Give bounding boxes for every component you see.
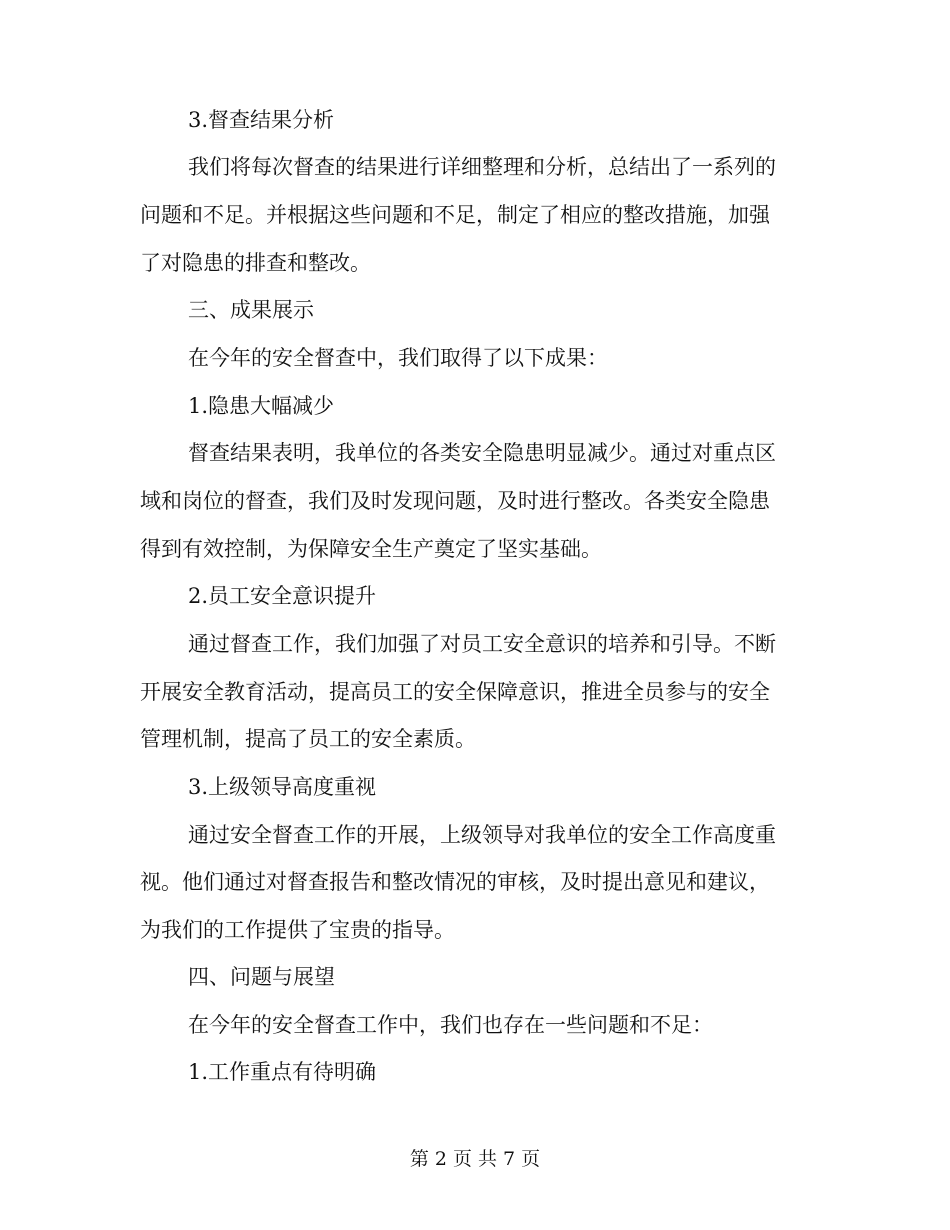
paragraph-line: 为我们的工作提供了宝贵的指导。	[140, 918, 455, 942]
subheading-hazards-reduced: 1.隐患大幅减少	[188, 394, 335, 418]
page-number-footer: 第 2 页 共 7 页	[409, 1148, 541, 1170]
section-heading-issues-outlook: 四、问题与展望	[188, 965, 335, 989]
paragraph-line: 督查结果表明，我单位的各类安全隐患明显减少。通过对重点区	[188, 441, 776, 465]
paragraph-line: 在今年的安全督查工作中，我们也存在一些问题和不足：	[188, 1013, 713, 1037]
subheading-work-focus: 1.工作重点有待明确	[188, 1060, 377, 1084]
section-heading-results: 三、成果展示	[188, 298, 314, 322]
paragraph-line: 视。他们通过对督查报告和整改情况的审核，及时提出意见和建议，	[140, 870, 770, 894]
paragraph-line: 通过安全督查工作的开展，上级领导对我单位的安全工作高度重	[188, 823, 776, 847]
paragraph-line: 管理机制，提高了员工的安全素质。	[140, 727, 476, 751]
paragraph-line: 我们将每次督查的结果进行详细整理和分析，总结出了一系列的	[188, 155, 776, 179]
paragraph-line: 得到有效控制，为保障安全生产奠定了坚实基础。	[140, 537, 602, 561]
paragraph-line: 域和岗位的督查，我们及时发现问题，及时进行整改。各类安全隐患	[140, 489, 770, 513]
paragraph-line: 在今年的安全督查中，我们取得了以下成果：	[188, 346, 608, 370]
paragraph-line: 通过督查工作，我们加强了对员工安全意识的培养和引导。不断	[188, 632, 776, 656]
subheading-result-analysis: 3.督查结果分析	[188, 108, 335, 132]
paragraph-line: 开展安全教育活动，提高员工的安全保障意识，推进全员参与的安全	[140, 680, 770, 704]
subheading-leadership-attention: 3.上级领导高度重视	[188, 775, 377, 799]
paragraph-line: 了对隐患的排查和整改。	[140, 251, 371, 275]
subheading-safety-awareness: 2.员工安全意识提升	[188, 584, 377, 608]
paragraph-line: 问题和不足。并根据这些问题和不足，制定了相应的整改措施，加强	[140, 203, 770, 227]
